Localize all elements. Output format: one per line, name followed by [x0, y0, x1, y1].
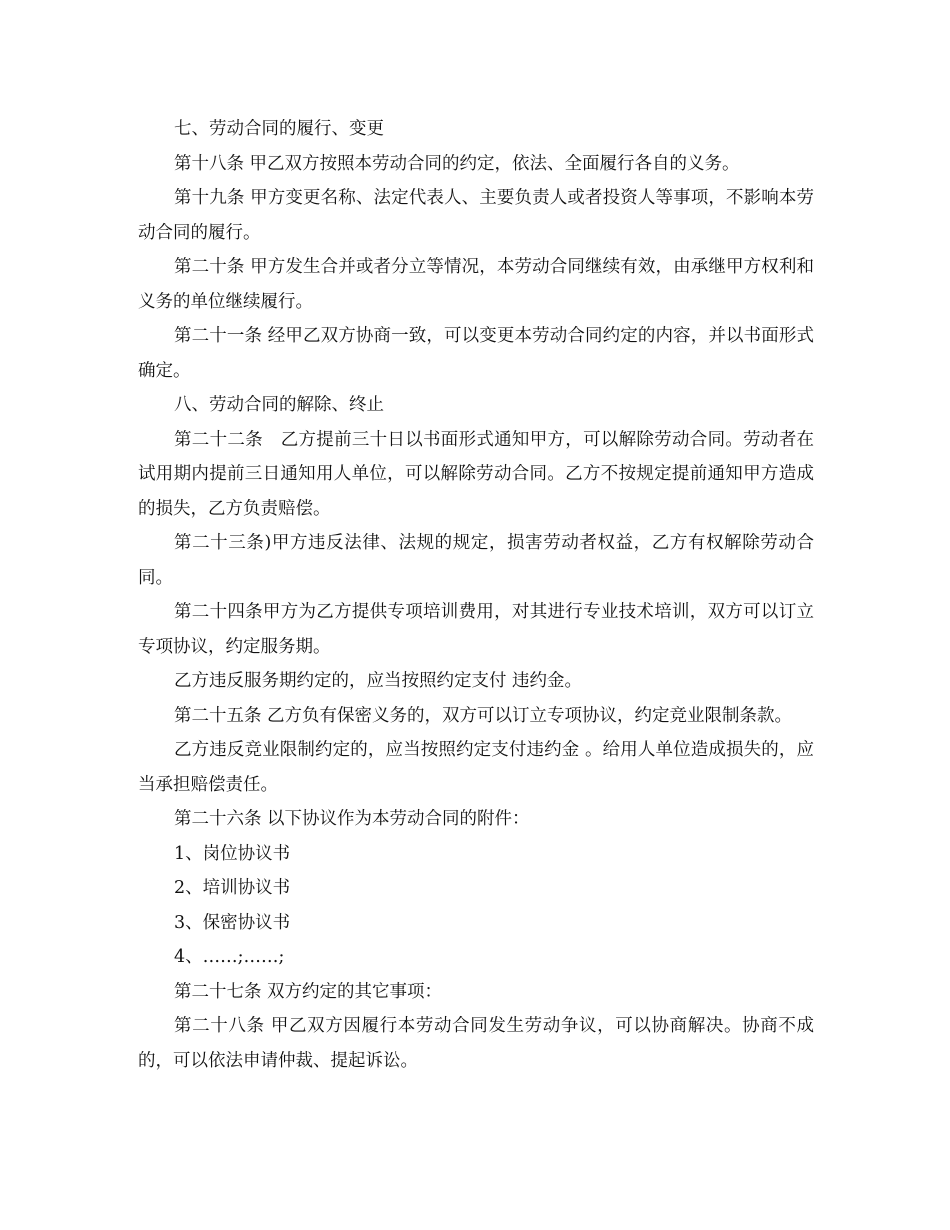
- document-page: [138, 112, 814, 1078]
- article-26: 第二十六条 以下协议作为本劳动合同的附件：: [174, 809, 530, 829]
- attachment-item-3: 3、保密协议书: [174, 912, 291, 933]
- article-25: 第二十五条 乙方负有保密义务的，双方可以订立专项协议，约定竞业限制条款。: [174, 705, 793, 726]
- attachment-item-4: 4、……;……;: [174, 947, 285, 967]
- section-heading-8: 八、劳动合同的解除、终止: [174, 395, 384, 415]
- article-22: 第二十二条 乙方提前三十日以书面形式通知甲方，可以解除劳动合同。劳动者在试用期内提前三日通知用人单位，可以解除劳动合同。乙方不按规定提前通知甲方造成的损失，乙方负责赔偿。: [138, 429, 814, 519]
- article-27: 第二十七条 双方约定的其它事项：: [174, 981, 443, 1002]
- attachment-item-1: 1、岗位协议书: [174, 843, 291, 864]
- article-25-penalty: 乙方违反竞业限制约定的，应当按照约定支付违约金 。给用人单位造成损失的，应当承担赔偿责任。: [138, 740, 814, 795]
- article-28: 第二十八条 甲乙双方因履行本劳动合同发生劳动争议，可以协商解决。协商不成的，可以依法申请仲裁、提起诉讼。: [138, 1016, 814, 1071]
- attachment-item-2: 2、培训协议书: [174, 878, 291, 898]
- article-20: 第二十条 甲方发生合并或者分立等情况，本劳动合同继续有效，由承继甲方权利和义务的单位继续履行。: [138, 257, 814, 312]
- article-24-penalty: 乙方违反服务期约定的，应当按照约定支付 违约金。: [174, 671, 583, 691]
- section-heading-7: 七、劳动合同的履行、变更: [174, 119, 384, 139]
- article-21: 第二十一条 经甲乙双方协商一致，可以变更本劳动合同约定的内容，并以书面形式确定。: [138, 326, 814, 381]
- article-19: 第十九条 甲方变更名称、法定代表人、主要负责人或者投资人等事项，不影响本劳动合同的履行。: [138, 188, 814, 243]
- article-24: 第二十四条甲方为乙方提供专项培训费用，对其进行专业技术培训，双方可以订立专项协议，约定服务期。: [138, 602, 814, 657]
- article-23: 第二十三条)甲方违反法律、法规的规定，损害劳动者权益，乙方有权解除劳动合同。: [138, 533, 814, 588]
- article-18: 第十八条 甲乙双方按照本劳动合同的约定，依法、全面履行各自的义务。: [174, 153, 740, 174]
